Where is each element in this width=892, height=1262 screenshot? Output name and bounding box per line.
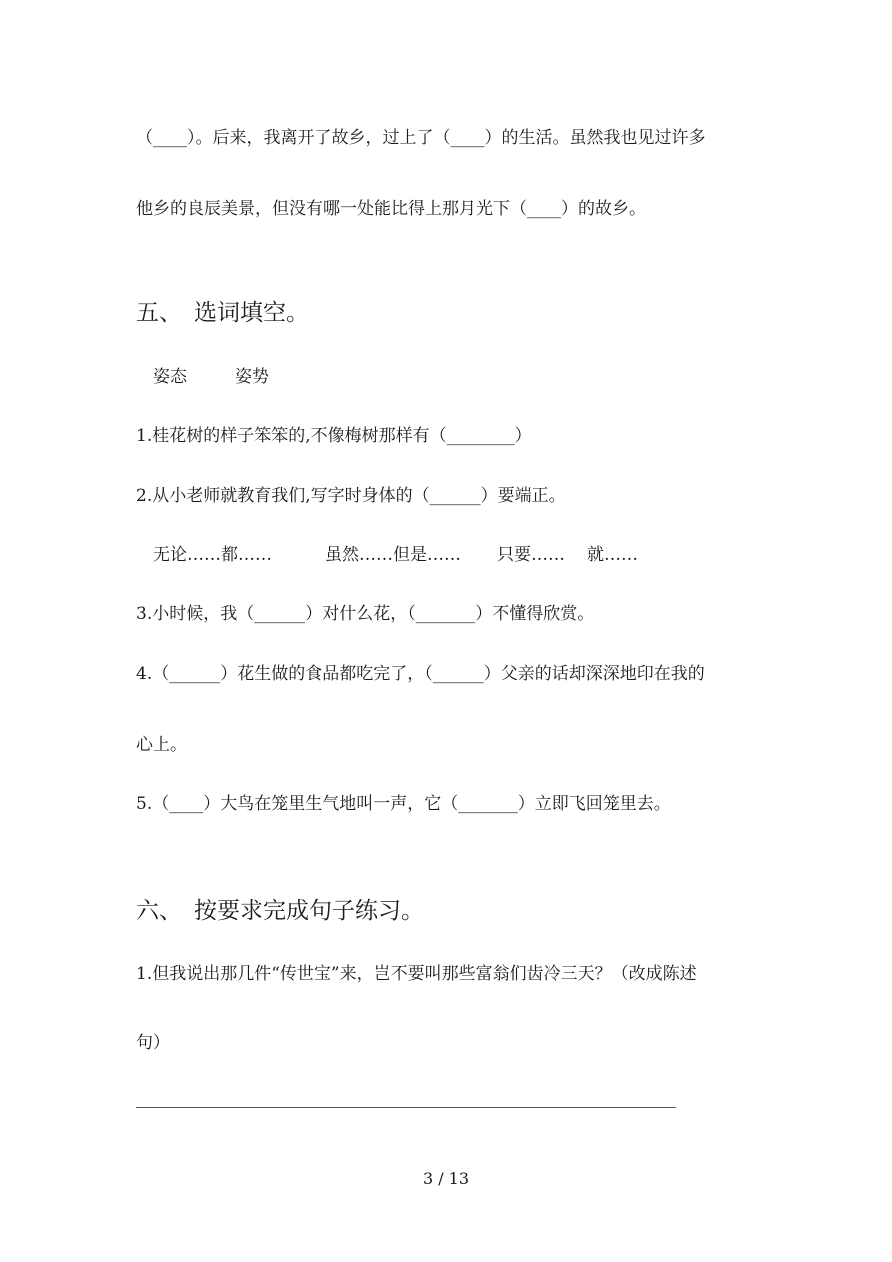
word-option: 姿势 <box>235 367 269 387</box>
answer-line <box>136 1107 676 1108</box>
section-six-heading <box>136 896 424 926</box>
section-five-title: 选词填空。 <box>194 300 309 326</box>
word-option: 就…… <box>587 545 638 565</box>
question-5-4-line-2: 心上。 <box>136 735 187 755</box>
word-options-group-1 <box>153 365 269 389</box>
section-five-number: 五、 <box>136 300 182 326</box>
question-5-5: 5.（____）大鸟在笼里生气地叫一声，它（_______）立即飞回笼里去。 <box>136 794 671 814</box>
question-6-1-line-2: 句） <box>136 1033 170 1053</box>
question-5-4-line-1: 4.（______）花生做的食品都吃完了，（______）父亲的话却深深地印在我的 <box>136 664 705 684</box>
page-indicator: 3 / 13 <box>422 1169 470 1188</box>
section-six-title: 按要求完成句子练习。 <box>194 898 424 924</box>
passage-line-1: （____）。后来，我离开了故乡，过上了（____）的生活。虽然我也见过许多 <box>136 128 706 148</box>
word-option: 虽然……但是…… <box>325 545 461 565</box>
question-6-1-line-1: 1.但我说出那几件“传世宝”来，岂不要叫那些富翁们齿冷三天？（改成陈述 <box>136 964 697 984</box>
word-option: 无论……都…… <box>153 545 272 565</box>
question-5-2: 2.从小老师就教育我们,写字时身体的（______）要端正。 <box>136 486 566 506</box>
word-option: 只要…… <box>497 545 565 565</box>
section-five-heading <box>136 298 309 328</box>
word-option: 姿态 <box>153 367 187 387</box>
question-5-3: 3.小时候，我（______）对什么花，（_______）不懂得欣赏。 <box>136 604 595 624</box>
question-5-1: 1.桂花树的样子笨笨的,不像梅树那样有（________） <box>136 426 532 446</box>
word-options-group-2 <box>153 543 638 567</box>
passage-line-2: 他乡的良辰美景，但没有哪一处能比得上那月光下（____）的故乡。 <box>136 199 646 219</box>
section-six-number: 六、 <box>136 898 182 924</box>
